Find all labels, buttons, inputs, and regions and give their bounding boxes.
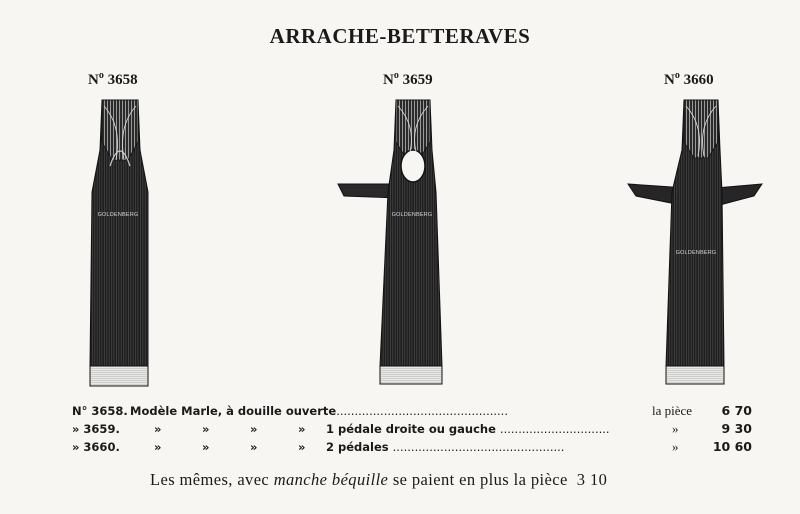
model-number-3658: $N^o$ 3658 xyxy=(88,70,138,88)
price-unit: la pièce xyxy=(652,403,693,418)
price-row-3660 xyxy=(72,438,752,456)
beet-lifter-3660-illustration xyxy=(626,96,776,392)
price-row-3659 xyxy=(72,420,752,438)
item-number: » 3659. xyxy=(72,422,120,436)
maker-stamp: GOLDENBERG xyxy=(391,212,433,218)
beet-lifter-3659-illustration xyxy=(330,96,450,392)
item-description: Modèle Marle, à douille ouverte............................................... xyxy=(130,404,508,418)
item-price: 9 30 xyxy=(721,421,752,436)
model-number-3659: $N^o$ 3659 xyxy=(383,70,433,88)
item-price: 10 60 xyxy=(712,439,752,454)
ditto-marks: » » » » 2 pédales ............................................... xyxy=(154,440,565,454)
page-title: ARRACHE-BETTERAVES xyxy=(269,24,531,48)
item-number: » 3660. xyxy=(72,440,120,454)
price-unit: » xyxy=(672,439,679,454)
maker-stamp: GOLDENBERG xyxy=(97,212,139,218)
price-unit: » xyxy=(672,421,679,436)
item-description: 2 pédales xyxy=(326,440,389,454)
price-row-3658 xyxy=(72,402,752,420)
item-number: N° 3658. xyxy=(72,404,128,418)
maker-stamp: GOLDENBERG xyxy=(675,250,717,256)
price-list xyxy=(72,402,752,456)
ditto-marks: » » » » 1 pédale droite ou gauche .............................. xyxy=(154,422,610,436)
item-price: 6 70 xyxy=(721,403,752,418)
footer-note: Les mêmes, avec manche béquille se paient en plus la pièce 3 10 xyxy=(150,470,608,489)
beet-lifter-3658-illustration xyxy=(80,96,160,392)
model-number-3660: $N^o$ 3660 xyxy=(664,70,714,88)
footer-price: 3 10 xyxy=(576,470,608,489)
item-description: 1 pédale droite ou gauche xyxy=(326,422,496,436)
